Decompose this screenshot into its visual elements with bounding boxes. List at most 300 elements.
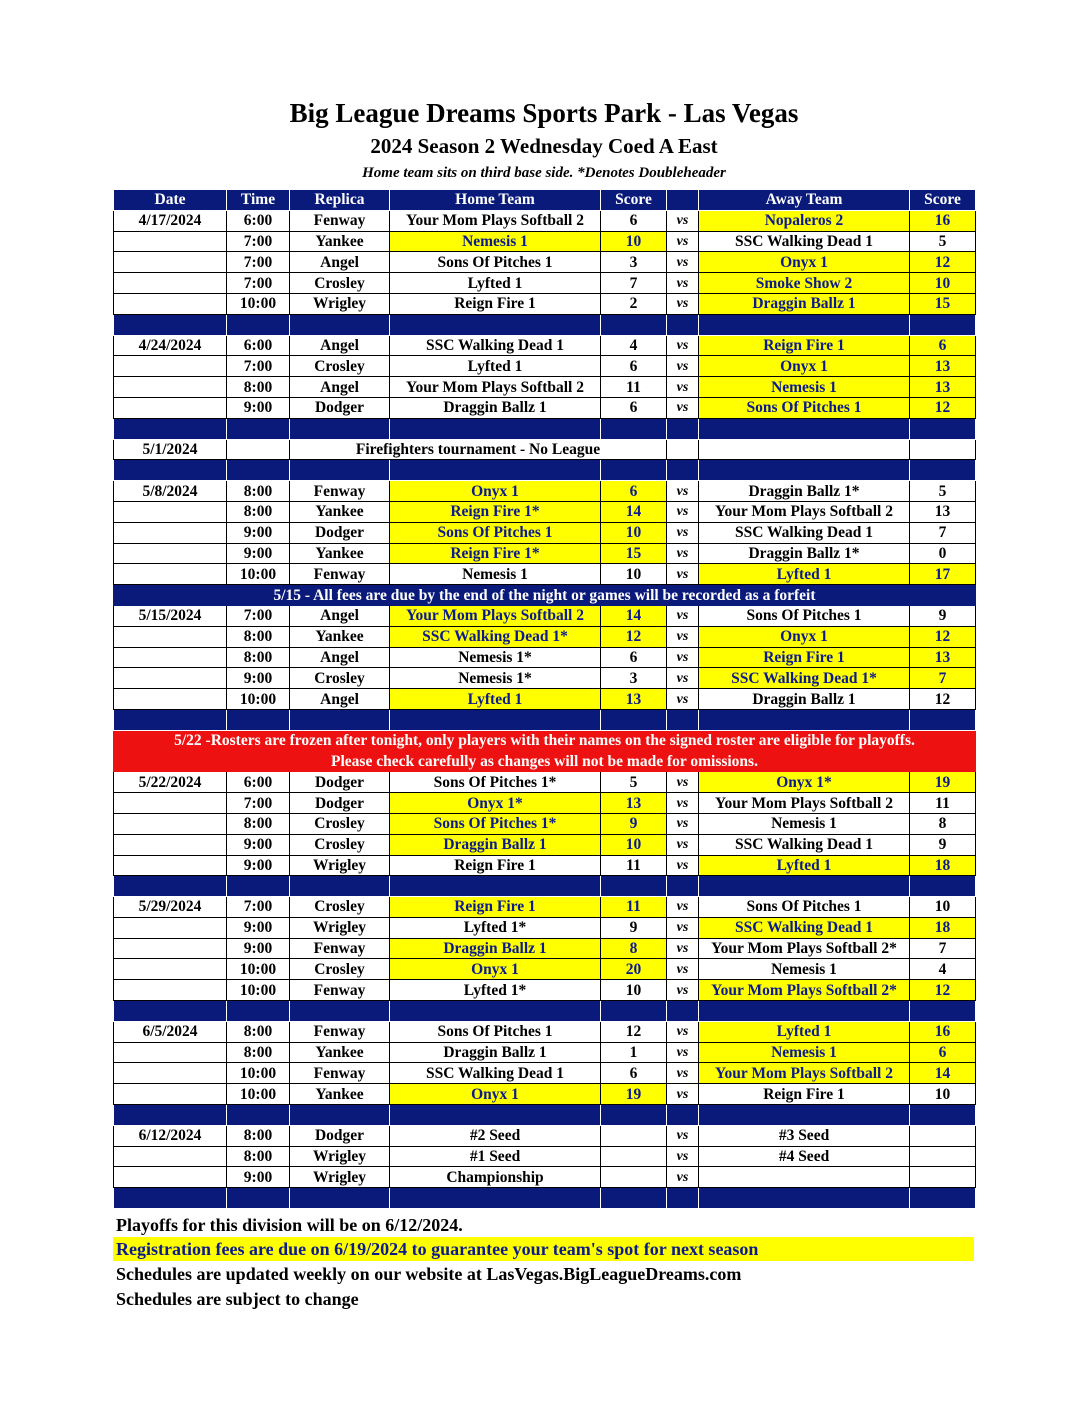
replica-cell: Wrigley: [290, 1146, 390, 1167]
game-row: [114, 543, 976, 564]
away-team-cell: Nemesis 1: [699, 377, 910, 398]
home-team-cell: Draggin Ballz 1: [390, 397, 601, 418]
vs-cell: vs: [667, 1042, 699, 1063]
game-row: [114, 231, 976, 252]
game-row: [114, 897, 976, 918]
date-cell: [114, 1063, 227, 1084]
home-score-cell: 3: [601, 668, 667, 689]
game-row: [114, 1042, 976, 1063]
away-score-cell: [910, 1125, 976, 1146]
header-row: [114, 190, 976, 211]
spacer-cell: [227, 1001, 290, 1022]
vs-cell: vs: [667, 564, 699, 585]
away-score-cell: 0: [910, 543, 976, 564]
home-team-cell: Reign Fire 1: [390, 293, 601, 314]
date-cell: 6/12/2024: [114, 1125, 227, 1146]
home-score-cell: 6: [601, 210, 667, 231]
col-time: Time: [227, 190, 290, 211]
vs-cell: vs: [667, 647, 699, 668]
away-cell: [699, 439, 910, 460]
game-row: [114, 1167, 976, 1188]
game-row: [114, 356, 976, 377]
home-score-cell: 7: [601, 273, 667, 294]
notice-text: 5/22 -Rosters are frozen after tonight, only players with their names on the signed roster are eligible for playoffs.: [114, 730, 976, 751]
spacer-cell: [667, 1001, 699, 1022]
date-cell: [114, 647, 227, 668]
time-cell: 6:00: [227, 210, 290, 231]
spacer-cell: [601, 1188, 667, 1209]
spacer-cell: [910, 1105, 976, 1126]
away-score-cell: 19: [910, 772, 976, 793]
spacer-row: [114, 876, 976, 897]
home-score-cell: 8: [601, 938, 667, 959]
replica-cell: Wrigley: [290, 855, 390, 876]
date-cell: [114, 1084, 227, 1105]
vs-cell: vs: [667, 834, 699, 855]
vs-cell: vs: [667, 793, 699, 814]
replica-cell: Fenway: [290, 980, 390, 1001]
time-cell: 10:00: [227, 293, 290, 314]
replica-cell: Fenway: [290, 481, 390, 502]
home-score-cell: 6: [601, 481, 667, 502]
away-team-cell: Sons Of Pitches 1: [699, 397, 910, 418]
away-score-cell: 5: [910, 231, 976, 252]
away-team-cell: Nopaleros 2: [699, 210, 910, 231]
spacer-cell: [290, 460, 390, 481]
time-cell: 10:00: [227, 689, 290, 710]
home-score-cell: [601, 1167, 667, 1188]
spacer-cell: [601, 876, 667, 897]
home-team-cell: Onyx 1: [390, 959, 601, 980]
home-score-cell: 20: [601, 959, 667, 980]
spacer-cell: [910, 314, 976, 335]
home-team-cell: #2 Seed: [390, 1125, 601, 1146]
spacer-cell: [601, 460, 667, 481]
spacer-cell: [290, 1188, 390, 1209]
home-team-cell: Onyx 1: [390, 481, 601, 502]
spacer-cell: [601, 418, 667, 439]
replica-cell: Yankee: [290, 626, 390, 647]
away-team-cell: Your Mom Plays Softball 2: [699, 793, 910, 814]
home-score-cell: 15: [601, 543, 667, 564]
replica-cell: Dodger: [290, 1125, 390, 1146]
spacer-cell: [227, 1105, 290, 1126]
date-cell: [114, 501, 227, 522]
away-team-cell: Nemesis 1: [699, 959, 910, 980]
away-team-cell: Reign Fire 1: [699, 1084, 910, 1105]
footer-registration: Registration fees are due on 6/19/2024 to guarantee your team's spot for next season: [113, 1237, 974, 1261]
date-cell: 6/5/2024: [114, 1021, 227, 1042]
event-text: Firefighters tournament - No League: [290, 439, 667, 460]
spacer-row: [114, 1105, 976, 1126]
time-cell: 7:00: [227, 605, 290, 626]
home-score-cell: 6: [601, 397, 667, 418]
game-row: [114, 647, 976, 668]
vs-cell: vs: [667, 231, 699, 252]
time-cell: 8:00: [227, 813, 290, 834]
game-row: [114, 626, 976, 647]
home-score-cell: 10: [601, 834, 667, 855]
spacer-cell: [910, 709, 976, 730]
away-team-cell: SSC Walking Dead 1: [699, 917, 910, 938]
home-team-cell: Draggin Ballz 1: [390, 834, 601, 855]
spacer-cell: [667, 1105, 699, 1126]
vs-cell: vs: [667, 252, 699, 273]
away-score-cell: 8: [910, 813, 976, 834]
footer-playoffs: Playoffs for this division will be on 6/12/2024.: [116, 1215, 463, 1235]
date-cell: [114, 1167, 227, 1188]
away-team-cell: Lyfted 1: [699, 855, 910, 876]
spacer-cell: [667, 876, 699, 897]
away-score-cell: [910, 1146, 976, 1167]
vs-cell: [667, 439, 699, 460]
away-score-cell: 6: [910, 335, 976, 356]
spacer-cell: [390, 876, 601, 897]
home-score-cell: 11: [601, 377, 667, 398]
away-team-cell: #4 Seed: [699, 1146, 910, 1167]
vs-cell: vs: [667, 917, 699, 938]
spacer-cell: [601, 1105, 667, 1126]
away-score-cell: 7: [910, 938, 976, 959]
time-cell: 8:00: [227, 481, 290, 502]
home-score-cell: [601, 1125, 667, 1146]
away-score-cell: 12: [910, 689, 976, 710]
spacer-cell: [390, 1105, 601, 1126]
away-team-cell: Draggin Ballz 1: [699, 689, 910, 710]
time-cell: 9:00: [227, 397, 290, 418]
time-cell: 9:00: [227, 917, 290, 938]
home-score-cell: 11: [601, 855, 667, 876]
away-score-cell: 4: [910, 959, 976, 980]
page-subtitle: 2024 Season 2 Wednesday Coed A East: [370, 134, 718, 158]
roster-notice-row: [114, 751, 976, 772]
date-cell: [114, 397, 227, 418]
home-score-cell: 3: [601, 252, 667, 273]
home-team-cell: Your Mom Plays Softball 2: [390, 210, 601, 231]
spacer-cell: [699, 1188, 910, 1209]
home-score-cell: 5: [601, 772, 667, 793]
home-team-cell: Sons Of Pitches 1*: [390, 772, 601, 793]
home-team-cell: Nemesis 1*: [390, 647, 601, 668]
game-row: [114, 1146, 976, 1167]
away-score-cell: 12: [910, 980, 976, 1001]
date-cell: [114, 626, 227, 647]
date-cell: [114, 834, 227, 855]
replica-cell: Crosley: [290, 834, 390, 855]
vs-cell: vs: [667, 377, 699, 398]
time-cell: 8:00: [227, 1125, 290, 1146]
game-row: [114, 1021, 976, 1042]
spacer-cell: [114, 709, 227, 730]
date-cell: [114, 959, 227, 980]
spacer-cell: [290, 1001, 390, 1022]
spacer-cell: [227, 418, 290, 439]
spacer-cell: [910, 1001, 976, 1022]
schedule-table: [113, 189, 976, 1209]
away-team-cell: Your Mom Plays Softball 2: [699, 501, 910, 522]
home-score-cell: 10: [601, 564, 667, 585]
away-team-cell: Lyfted 1: [699, 1021, 910, 1042]
home-score-cell: 13: [601, 689, 667, 710]
home-score-cell: 12: [601, 1021, 667, 1042]
vs-cell: vs: [667, 356, 699, 377]
replica-cell: Fenway: [290, 938, 390, 959]
col-replica: Replica: [290, 190, 390, 211]
replica-cell: Angel: [290, 605, 390, 626]
home-score-cell: 14: [601, 501, 667, 522]
replica-cell: Fenway: [290, 564, 390, 585]
home-team-cell: Championship: [390, 1167, 601, 1188]
home-score-cell: 6: [601, 1063, 667, 1084]
spacer-cell: [667, 418, 699, 439]
spacer-cell: [114, 460, 227, 481]
spacer-cell: [390, 418, 601, 439]
vs-cell: vs: [667, 1146, 699, 1167]
date-cell: 4/24/2024: [114, 335, 227, 356]
away-team-cell: Your Mom Plays Softball 2*: [699, 980, 910, 1001]
replica-cell: Crosley: [290, 813, 390, 834]
away-score-cell: 16: [910, 1021, 976, 1042]
away-score-cell: 6: [910, 1042, 976, 1063]
spacer-cell: [390, 460, 601, 481]
date-cell: [114, 252, 227, 273]
spacer-cell: [601, 314, 667, 335]
spacer-row: [114, 418, 976, 439]
score-cell: [910, 439, 976, 460]
fee-notice-row: [114, 585, 976, 606]
away-team-cell: Reign Fire 1: [699, 647, 910, 668]
spacer-cell: [699, 876, 910, 897]
game-row: [114, 959, 976, 980]
game-row: [114, 689, 976, 710]
replica-cell: Dodger: [290, 522, 390, 543]
game-row: [114, 293, 976, 314]
home-team-cell: #1 Seed: [390, 1146, 601, 1167]
home-team-cell: Draggin Ballz 1: [390, 938, 601, 959]
spacer-cell: [227, 876, 290, 897]
away-team-cell: Your Mom Plays Softball 2*: [699, 938, 910, 959]
home-team-cell: Onyx 1: [390, 1084, 601, 1105]
home-team-cell: Sons Of Pitches 1: [390, 252, 601, 273]
spacer-cell: [910, 418, 976, 439]
spacer-cell: [390, 1188, 601, 1209]
home-team-cell: Your Mom Plays Softball 2: [390, 377, 601, 398]
away-team-cell: SSC Walking Dead 1: [699, 231, 910, 252]
spacer-cell: [114, 1105, 227, 1126]
date-cell: [114, 564, 227, 585]
home-score-cell: 4: [601, 335, 667, 356]
replica-cell: Wrigley: [290, 917, 390, 938]
date-cell: [114, 917, 227, 938]
spacer-cell: [114, 1188, 227, 1209]
replica-cell: Dodger: [290, 793, 390, 814]
home-team-cell: Reign Fire 1: [390, 897, 601, 918]
replica-cell: Yankee: [290, 543, 390, 564]
spacer-cell: [290, 418, 390, 439]
spacer-cell: [390, 1001, 601, 1022]
away-score-cell: 13: [910, 647, 976, 668]
away-score-cell: 12: [910, 626, 976, 647]
time-cell: 9:00: [227, 522, 290, 543]
spacer-cell: [699, 1001, 910, 1022]
footer-subject: Schedules are subject to change: [116, 1289, 359, 1309]
home-score-cell: 10: [601, 522, 667, 543]
vs-cell: vs: [667, 397, 699, 418]
game-row: [114, 252, 976, 273]
vs-cell: vs: [667, 481, 699, 502]
away-team-cell: [699, 1167, 910, 1188]
time-cell: 8:00: [227, 647, 290, 668]
vs-cell: vs: [667, 959, 699, 980]
away-score-cell: 5: [910, 481, 976, 502]
time-cell: 9:00: [227, 668, 290, 689]
replica-cell: Crosley: [290, 897, 390, 918]
vs-cell: vs: [667, 980, 699, 1001]
spacer-cell: [910, 460, 976, 481]
date-cell: 5/29/2024: [114, 897, 227, 918]
footer-website: Schedules are updated weekly on our website at LasVegas.BigLeagueDreams.com: [116, 1264, 742, 1284]
game-row: [114, 377, 976, 398]
spacer-cell: [910, 876, 976, 897]
time-cell: 9:00: [227, 855, 290, 876]
date-cell: 5/22/2024: [114, 772, 227, 793]
away-team-cell: Onyx 1: [699, 626, 910, 647]
replica-cell: Dodger: [290, 397, 390, 418]
replica-cell: Yankee: [290, 1042, 390, 1063]
away-team-cell: Nemesis 1: [699, 813, 910, 834]
home-score-cell: 6: [601, 356, 667, 377]
time-cell: 9:00: [227, 1167, 290, 1188]
schedule-note: Home team sits on third base side. *Denotes Doubleheader: [362, 165, 726, 181]
spacer-cell: [699, 1105, 910, 1126]
home-score-cell: 6: [601, 647, 667, 668]
date-cell: [114, 689, 227, 710]
home-score-cell: [601, 1146, 667, 1167]
home-team-cell: Nemesis 1: [390, 231, 601, 252]
home-score-cell: 1: [601, 1042, 667, 1063]
time-cell: 8:00: [227, 377, 290, 398]
away-score-cell: 18: [910, 917, 976, 938]
away-team-cell: Onyx 1*: [699, 772, 910, 793]
game-row: [114, 397, 976, 418]
away-score-cell: 10: [910, 273, 976, 294]
game-row: [114, 564, 976, 585]
home-team-cell: Sons Of Pitches 1*: [390, 813, 601, 834]
away-score-cell: 15: [910, 293, 976, 314]
vs-cell: vs: [667, 335, 699, 356]
vs-cell: vs: [667, 1063, 699, 1084]
date-cell: [114, 231, 227, 252]
replica-cell: Dodger: [290, 772, 390, 793]
home-team-cell: Onyx 1*: [390, 793, 601, 814]
home-team-cell: Sons Of Pitches 1: [390, 1021, 601, 1042]
replica-cell: Yankee: [290, 1084, 390, 1105]
game-row: [114, 273, 976, 294]
replica-cell: Crosley: [290, 273, 390, 294]
time-cell: [227, 439, 290, 460]
game-row: [114, 855, 976, 876]
away-team-cell: Draggin Ballz 1*: [699, 481, 910, 502]
vs-cell: vs: [667, 897, 699, 918]
home-team-cell: Lyfted 1*: [390, 980, 601, 1001]
away-score-cell: 11: [910, 793, 976, 814]
vs-cell: vs: [667, 813, 699, 834]
spacer-cell: [390, 709, 601, 730]
col-away-team: Away Team: [699, 190, 910, 211]
spacer-row: [114, 460, 976, 481]
vs-cell: vs: [667, 1084, 699, 1105]
away-team-cell: Onyx 1: [699, 356, 910, 377]
home-score-cell: 11: [601, 897, 667, 918]
spacer-cell: [390, 314, 601, 335]
time-cell: 9:00: [227, 834, 290, 855]
home-score-cell: 9: [601, 813, 667, 834]
game-row: [114, 772, 976, 793]
spacer-cell: [290, 1105, 390, 1126]
game-row: [114, 938, 976, 959]
schedule-body: [114, 210, 976, 1208]
away-score-cell: 7: [910, 522, 976, 543]
time-cell: 8:00: [227, 1042, 290, 1063]
replica-cell: Angel: [290, 689, 390, 710]
away-score-cell: 14: [910, 1063, 976, 1084]
date-cell: 5/15/2024: [114, 605, 227, 626]
time-cell: 8:00: [227, 1021, 290, 1042]
home-score-cell: 10: [601, 231, 667, 252]
vs-cell: vs: [667, 293, 699, 314]
away-team-cell: Smoke Show 2: [699, 273, 910, 294]
event-row: [114, 439, 976, 460]
replica-cell: Angel: [290, 377, 390, 398]
col-away-score: Score: [910, 190, 976, 211]
game-row: [114, 335, 976, 356]
home-team-cell: Reign Fire 1*: [390, 501, 601, 522]
game-row: [114, 917, 976, 938]
game-row: [114, 813, 976, 834]
replica-cell: Yankee: [290, 231, 390, 252]
away-score-cell: 12: [910, 252, 976, 273]
col-date: Date: [114, 190, 227, 211]
time-cell: 10:00: [227, 1063, 290, 1084]
home-team-cell: SSC Walking Dead 1: [390, 335, 601, 356]
spacer-cell: [227, 1188, 290, 1209]
roster-notice-row: [114, 730, 976, 751]
away-score-cell: 16: [910, 210, 976, 231]
time-cell: 10:00: [227, 1084, 290, 1105]
home-team-cell: Lyfted 1: [390, 356, 601, 377]
col-home-team: Home Team: [390, 190, 601, 211]
spacer-cell: [227, 709, 290, 730]
date-cell: [114, 813, 227, 834]
home-team-cell: Draggin Ballz 1: [390, 1042, 601, 1063]
away-team-cell: Lyfted 1: [699, 564, 910, 585]
game-row: [114, 793, 976, 814]
vs-cell: vs: [667, 605, 699, 626]
spacer-row: [114, 1188, 976, 1209]
vs-cell: vs: [667, 626, 699, 647]
vs-cell: vs: [667, 772, 699, 793]
home-score-cell: 13: [601, 793, 667, 814]
spacer-cell: [114, 876, 227, 897]
spacer-cell: [699, 709, 910, 730]
date-cell: [114, 980, 227, 1001]
time-cell: 9:00: [227, 938, 290, 959]
game-row: [114, 522, 976, 543]
time-cell: 6:00: [227, 772, 290, 793]
time-cell: 7:00: [227, 231, 290, 252]
spacer-cell: [290, 709, 390, 730]
home-score-cell: 14: [601, 605, 667, 626]
